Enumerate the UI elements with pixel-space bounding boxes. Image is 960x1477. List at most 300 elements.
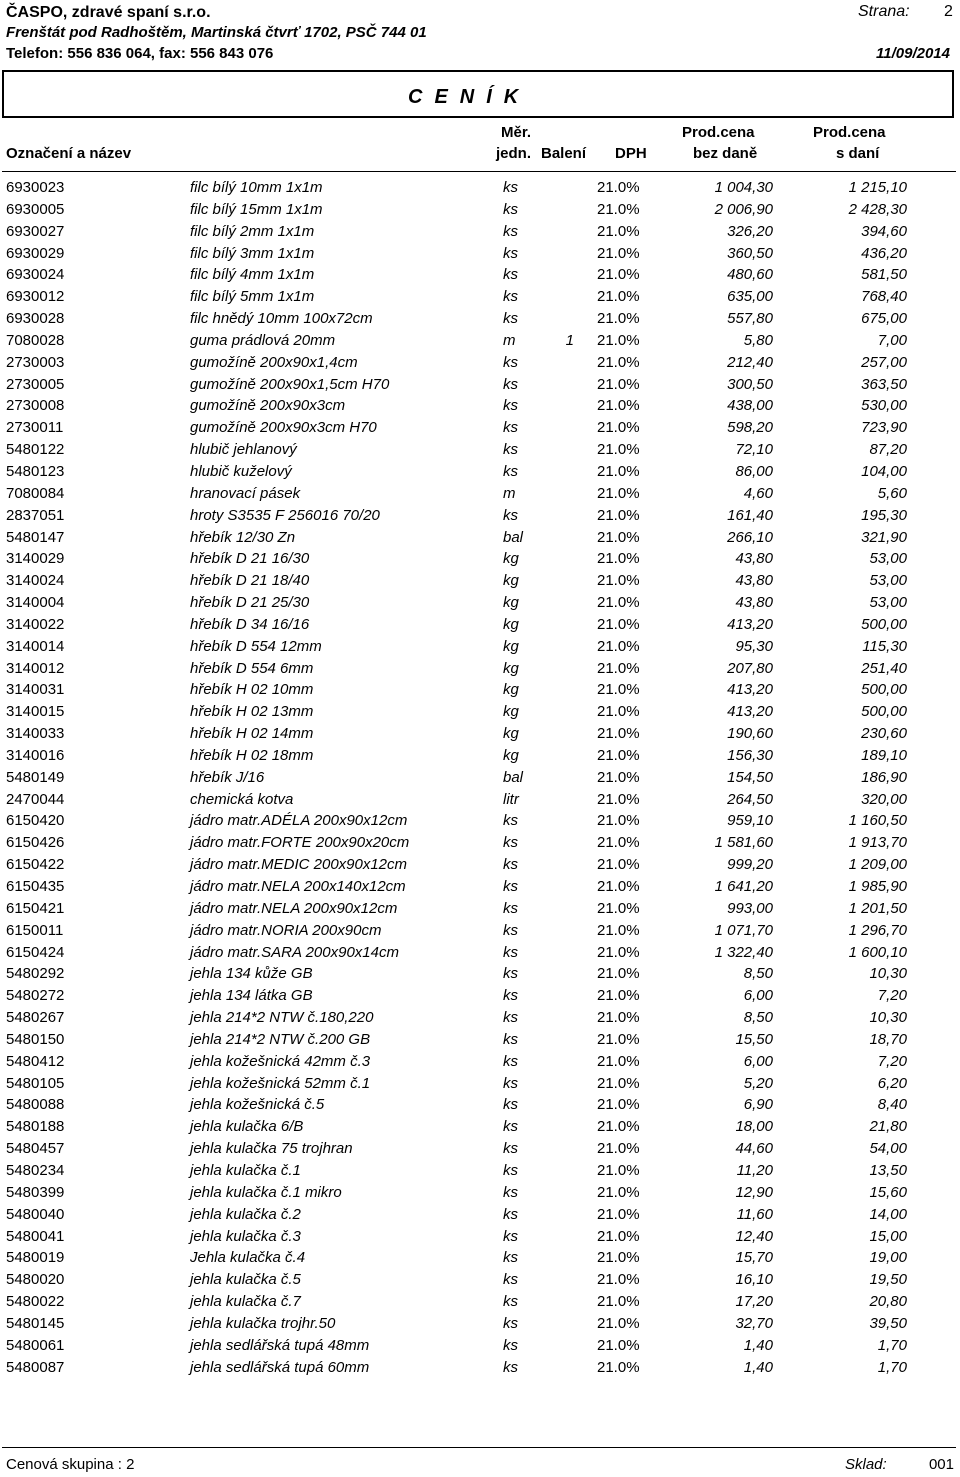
- item-price-net: 15,50: [735, 1030, 773, 1048]
- page-label: Strana:: [858, 3, 910, 20]
- table-row: [0, 483, 960, 505]
- item-unit: ks: [503, 1183, 518, 1201]
- table-row: [0, 1313, 960, 1335]
- table-row: [0, 789, 960, 811]
- item-code: 2730008: [6, 397, 65, 415]
- item-vat: 21.0%: [597, 266, 640, 284]
- table-row: [0, 330, 960, 352]
- item-unit: m: [503, 484, 516, 502]
- item-price-gross: 500,00: [861, 681, 907, 699]
- item-vat: 21.0%: [597, 1161, 640, 1179]
- item-name: hřebík H 02 14mm: [190, 725, 314, 743]
- table-row: [0, 1226, 960, 1248]
- item-unit: ks: [503, 1205, 518, 1223]
- item-price-net: 161,40: [727, 506, 773, 524]
- item-vat: 21.0%: [597, 1096, 640, 1114]
- item-unit: kg: [503, 725, 519, 743]
- item-price-net: 413,20: [727, 681, 773, 699]
- item-name: jádro matr.SARA 200x90x14cm: [190, 943, 399, 961]
- item-price-gross: 53,00: [869, 594, 907, 612]
- item-code: 5480292: [6, 965, 65, 983]
- company-name: ČASPO, zdravé spaní s.r.o.: [6, 4, 211, 21]
- price-table: [0, 177, 960, 1378]
- item-price-gross: 321,90: [861, 528, 907, 546]
- item-unit: bal: [503, 528, 524, 546]
- item-vat: 21.0%: [597, 506, 640, 524]
- item-price-gross: 7,00: [877, 331, 907, 349]
- item-vat: 21.0%: [597, 419, 640, 437]
- item-price-net: 6,90: [743, 1096, 773, 1114]
- item-unit: ks: [503, 419, 518, 437]
- item-unit: ks: [503, 1358, 518, 1376]
- item-price-gross: 7,20: [877, 987, 907, 1005]
- item-code: 3140014: [6, 637, 65, 655]
- item-code: 5480147: [6, 528, 65, 546]
- item-unit: kg: [503, 572, 519, 590]
- item-unit: ks: [503, 856, 518, 874]
- item-price-gross: 436,20: [861, 244, 907, 262]
- item-price-gross: 15,60: [869, 1183, 907, 1201]
- table-row: [0, 963, 960, 985]
- table-row: [0, 767, 960, 789]
- item-price-net: 4,60: [743, 484, 773, 502]
- table-row: [0, 1094, 960, 1116]
- item-price-gross: 54,00: [869, 1140, 907, 1158]
- table-row: [0, 658, 960, 680]
- item-unit: kg: [503, 615, 519, 633]
- item-vat: 21.0%: [597, 353, 640, 371]
- item-price-net: 12,90: [735, 1183, 773, 1201]
- item-code: 2837051: [6, 506, 65, 524]
- item-name: jehla kulačka č.7: [190, 1293, 301, 1311]
- item-price-gross: 230,60: [861, 725, 907, 743]
- item-code: 7080084: [6, 484, 65, 502]
- item-name: filc bílý 3mm 1x1m: [190, 244, 315, 262]
- table-row: [0, 177, 960, 199]
- item-name: jehla kožešnická 52mm č.1: [190, 1074, 371, 1092]
- item-price-net: 154,50: [727, 768, 773, 786]
- table-row: [0, 264, 960, 286]
- item-name: jádro matr.NELA 200x90x12cm: [190, 899, 398, 917]
- item-vat: 21.0%: [597, 856, 640, 874]
- item-price-net: 1 581,60: [714, 834, 773, 852]
- item-price-gross: 768,40: [861, 288, 907, 306]
- item-unit: ks: [503, 943, 518, 961]
- item-price-net: 43,80: [735, 550, 773, 568]
- item-vat: 21.0%: [597, 244, 640, 262]
- item-price-gross: 18,70: [869, 1030, 907, 1048]
- item-price-gross: 20,80: [869, 1293, 907, 1311]
- table-row: [0, 810, 960, 832]
- item-vat: 21.0%: [597, 1314, 640, 1332]
- company-address: Frenštát pod Radhoštěm, Martinská čtvrť 1702, PSČ 744 01: [6, 24, 427, 41]
- item-price-net: 8,50: [743, 1009, 773, 1027]
- item-price-net: 44,60: [735, 1140, 773, 1158]
- item-price-net: 264,50: [727, 790, 773, 808]
- table-row: [0, 1160, 960, 1182]
- item-price-gross: 21,80: [869, 1118, 907, 1136]
- item-price-gross: 1 160,50: [848, 812, 907, 830]
- item-price-gross: 53,00: [869, 550, 907, 568]
- item-unit: ks: [503, 1074, 518, 1092]
- item-price-net: 438,00: [727, 397, 773, 415]
- col-header-gross-bottom: s daní: [836, 145, 880, 162]
- item-code: 3140016: [6, 746, 65, 764]
- item-vat: 21.0%: [597, 222, 640, 240]
- company-phone: Telefon: 556 836 064, fax: 556 843 076: [6, 45, 274, 62]
- col-header-unit-top: Měr.: [501, 124, 532, 141]
- item-vat: 21.0%: [597, 1271, 640, 1289]
- table-row: [0, 1073, 960, 1095]
- item-name: Jehla kulačka č.4: [190, 1249, 306, 1267]
- item-unit: litr: [503, 790, 519, 808]
- table-row: [0, 570, 960, 592]
- item-unit: ks: [503, 812, 518, 830]
- item-price-net: 1 322,40: [714, 943, 773, 961]
- item-code: 6930012: [6, 288, 65, 306]
- item-price-net: 413,20: [727, 615, 773, 633]
- item-code: 3140033: [6, 725, 65, 743]
- item-price-gross: 1 201,50: [848, 899, 907, 917]
- table-row: [0, 832, 960, 854]
- item-price-gross: 251,40: [861, 659, 907, 677]
- item-price-net: 212,40: [727, 353, 773, 371]
- item-price-net: 1 071,70: [714, 921, 773, 939]
- item-code: 3140015: [6, 703, 65, 721]
- item-vat: 21.0%: [597, 462, 640, 480]
- item-vat: 21.0%: [597, 659, 640, 677]
- item-vat: 21.0%: [597, 899, 640, 917]
- item-name: hřebík J/16: [190, 768, 265, 786]
- item-name: chemická kotva: [190, 790, 294, 808]
- document-date: 11/09/2014: [876, 45, 950, 62]
- table-row: [0, 592, 960, 614]
- item-name: hřebík D 34 16/16: [190, 615, 310, 633]
- item-price-gross: 1 209,00: [848, 856, 907, 874]
- col-header-name: Označení a název: [6, 145, 132, 162]
- item-vat: 21.0%: [597, 375, 640, 393]
- item-price-gross: 257,00: [861, 353, 907, 371]
- item-price-gross: 675,00: [861, 310, 907, 328]
- item-vat: 21.0%: [597, 1249, 640, 1267]
- item-code: 5480019: [6, 1249, 65, 1267]
- item-price-net: 1 004,30: [714, 179, 773, 196]
- item-name: jehla 134 kůže GB: [190, 965, 313, 983]
- item-code: 3140004: [6, 594, 65, 612]
- item-name: hlubič jehlanový: [190, 441, 297, 459]
- item-price-net: 993,00: [727, 899, 773, 917]
- item-name: hřebík D 21 18/40: [190, 572, 310, 590]
- item-price-gross: 1 215,10: [848, 179, 907, 196]
- item-price-gross: 189,10: [861, 746, 907, 764]
- item-unit: ks: [503, 921, 518, 939]
- item-price-gross: 104,00: [861, 462, 907, 480]
- col-header-vat: DPH: [615, 145, 647, 162]
- item-name: hřebík D 554 12mm: [190, 637, 322, 655]
- item-name: jehla kulačka č.2: [190, 1205, 301, 1223]
- item-price-gross: 10,30: [869, 965, 907, 983]
- item-code: 6150435: [6, 878, 65, 895]
- item-name: filc hnědý 10mm 100x72cm: [190, 310, 373, 328]
- item-price-net: 12,40: [735, 1227, 773, 1245]
- item-unit: ks: [503, 1052, 518, 1070]
- item-vat: 21.0%: [597, 965, 640, 983]
- item-unit: ks: [503, 1314, 518, 1332]
- item-unit: kg: [503, 746, 519, 764]
- price-group: Cenová skupina : 2: [6, 1456, 135, 1473]
- item-price-gross: 500,00: [861, 615, 907, 633]
- item-name: gumožíně 200x90x1,4cm: [190, 353, 358, 371]
- item-price-gross: 1 913,70: [848, 834, 907, 852]
- item-name: hřebík H 02 10mm: [190, 681, 314, 699]
- item-name: hranovací pásek: [190, 484, 301, 502]
- item-price-net: 8,50: [743, 965, 773, 983]
- item-price-gross: 186,90: [861, 768, 907, 786]
- header-divider: [2, 171, 956, 172]
- item-code: 5480412: [6, 1052, 65, 1070]
- item-name: hlubič kuželový: [190, 462, 292, 480]
- item-price-net: 72,10: [735, 441, 773, 459]
- item-name: jehla kožešnická č.5: [190, 1096, 325, 1114]
- item-vat: 21.0%: [597, 331, 640, 349]
- item-code: 5480020: [6, 1271, 65, 1289]
- item-code: 5480399: [6, 1183, 65, 1201]
- item-price-net: 413,20: [727, 703, 773, 721]
- item-code: 5480122: [6, 441, 65, 459]
- item-name: jehla 214*2 NTW č.180,220: [190, 1009, 374, 1027]
- table-row: [0, 898, 960, 920]
- item-code: 2730003: [6, 353, 65, 371]
- item-unit: ks: [503, 1140, 518, 1158]
- item-price-gross: 15,00: [869, 1227, 907, 1245]
- item-price-net: 480,60: [727, 266, 773, 284]
- item-price-net: 635,00: [727, 288, 773, 306]
- table-row: [0, 308, 960, 330]
- col-header-pack: Balení: [541, 145, 587, 162]
- table-row: [0, 636, 960, 658]
- footer-divider: [2, 1447, 956, 1448]
- item-vat: 21.0%: [597, 550, 640, 568]
- table-row: [0, 920, 960, 942]
- item-name: jádro matr.NELA 200x140x12cm: [190, 878, 406, 895]
- item-code: 5480149: [6, 768, 65, 786]
- item-vat: 21.0%: [597, 1293, 640, 1311]
- item-price-gross: 5,60: [877, 484, 907, 502]
- item-unit: ks: [503, 1118, 518, 1136]
- table-row: [0, 352, 960, 374]
- item-name: filc bílý 2mm 1x1m: [190, 222, 315, 240]
- table-row: [0, 374, 960, 396]
- item-price-net: 11,20: [736, 1161, 773, 1179]
- table-row: [0, 221, 960, 243]
- item-name: filc bílý 5mm 1x1m: [190, 288, 315, 306]
- item-vat: 21.0%: [597, 1118, 640, 1136]
- item-code: 3140012: [6, 659, 65, 677]
- item-vat: 21.0%: [597, 1227, 640, 1245]
- item-vat: 21.0%: [597, 288, 640, 306]
- item-code: 5480272: [6, 987, 65, 1005]
- warehouse-label: Sklad:: [845, 1456, 887, 1473]
- item-code: 6930027: [6, 222, 65, 240]
- table-row: [0, 527, 960, 549]
- item-name: filc bílý 10mm 1x1m: [190, 179, 323, 196]
- table-row: [0, 1029, 960, 1051]
- item-price-gross: 363,50: [861, 375, 907, 393]
- item-code: 2730011: [6, 419, 64, 437]
- item-vat: 21.0%: [597, 200, 640, 218]
- item-unit: ks: [503, 244, 518, 262]
- table-row: [0, 614, 960, 636]
- item-code: 5480457: [6, 1140, 65, 1158]
- item-price-gross: 87,20: [869, 441, 907, 459]
- item-code: 6150420: [6, 812, 65, 830]
- item-vat: 21.0%: [597, 484, 640, 502]
- item-vat: 21.0%: [597, 1052, 640, 1070]
- item-unit: kg: [503, 681, 519, 699]
- item-name: filc bílý 15mm 1x1m: [190, 200, 323, 218]
- item-vat: 21.0%: [597, 1074, 640, 1092]
- item-vat: 21.0%: [597, 1183, 640, 1201]
- table-row: [0, 1007, 960, 1029]
- item-price-gross: 6,20: [877, 1074, 907, 1092]
- item-price-net: 190,60: [727, 725, 773, 743]
- table-row: [0, 461, 960, 483]
- item-vat: 21.0%: [597, 310, 640, 328]
- item-unit: ks: [503, 1293, 518, 1311]
- item-price-net: 300,50: [727, 375, 773, 393]
- item-name: jehla sedlářská tupá 60mm: [190, 1358, 370, 1376]
- item-price-net: 999,20: [727, 856, 773, 874]
- item-code: 5480267: [6, 1009, 65, 1027]
- table-row: [0, 1335, 960, 1357]
- item-unit: kg: [503, 659, 519, 677]
- col-header-net-bottom: bez daně: [693, 145, 758, 162]
- item-unit: ks: [503, 878, 518, 895]
- item-code: 2730005: [6, 375, 65, 393]
- table-row: [0, 745, 960, 767]
- table-row: [0, 1357, 960, 1379]
- item-price-net: 598,20: [727, 419, 773, 437]
- item-name: jádro matr.MEDIC 200x90x12cm: [190, 856, 408, 874]
- item-vat: 21.0%: [597, 921, 640, 939]
- item-code: 5480041: [6, 1227, 65, 1245]
- item-code: 3140029: [6, 550, 65, 568]
- item-unit: bal: [503, 768, 524, 786]
- table-row: [0, 286, 960, 308]
- item-unit: ks: [503, 899, 518, 917]
- item-unit: ks: [503, 1030, 518, 1048]
- item-code: 6930023: [6, 179, 65, 196]
- item-unit: ks: [503, 179, 518, 196]
- item-name: hroty S3535 F 256016 70/20: [190, 506, 380, 524]
- item-unit: ks: [503, 965, 518, 983]
- item-unit: ks: [503, 1009, 518, 1027]
- item-unit: ks: [503, 1161, 518, 1179]
- item-unit: kg: [503, 637, 519, 655]
- item-code: 6150426: [6, 834, 65, 852]
- item-price-gross: 195,30: [861, 506, 907, 524]
- item-vat: 21.0%: [597, 834, 640, 852]
- warehouse-number: 001: [928, 1456, 954, 1473]
- item-code: 5480022: [6, 1293, 65, 1311]
- item-name: jehla kulačka č.1: [190, 1161, 301, 1179]
- table-row: [0, 199, 960, 221]
- item-vat: 21.0%: [597, 1336, 640, 1354]
- item-price-gross: 8,40: [877, 1096, 907, 1114]
- item-price-gross: 39,50: [869, 1314, 907, 1332]
- item-price-gross: 1,70: [877, 1336, 907, 1354]
- item-code: 5480123: [6, 462, 65, 480]
- item-price-net: 326,20: [727, 222, 773, 240]
- item-price-net: 266,10: [727, 528, 773, 546]
- item-code: 6930029: [6, 244, 65, 262]
- item-name: jehla kulačka trojhr.50: [190, 1314, 336, 1332]
- item-price-net: 207,80: [727, 659, 773, 677]
- item-vat: 21.0%: [597, 179, 640, 196]
- table-row: [0, 417, 960, 439]
- item-vat: 21.0%: [597, 528, 640, 546]
- item-unit: ks: [503, 200, 518, 218]
- item-price-net: 43,80: [735, 594, 773, 612]
- item-price-net: 18,00: [735, 1118, 773, 1136]
- item-name: jehla kulačka 6/B: [190, 1118, 304, 1136]
- item-unit: ks: [503, 1271, 518, 1289]
- table-row: [0, 243, 960, 265]
- table-row: [0, 439, 960, 461]
- item-price-gross: 53,00: [869, 572, 907, 590]
- item-price-gross: 2 428,30: [848, 200, 907, 218]
- item-price-gross: 14,00: [869, 1205, 907, 1223]
- item-code: 5480040: [6, 1205, 65, 1223]
- item-name: jehla kulačka 75 trojhran: [190, 1140, 353, 1158]
- item-name: guma prádlová 20mm: [190, 331, 336, 349]
- table-row: [0, 985, 960, 1007]
- item-vat: 21.0%: [597, 703, 640, 721]
- item-code: 5480234: [6, 1161, 65, 1179]
- item-name: jádro matr.FORTE 200x90x20cm: [190, 834, 410, 852]
- item-price-net: 959,10: [727, 812, 773, 830]
- item-vat: 21.0%: [597, 1358, 640, 1376]
- table-row: [0, 1182, 960, 1204]
- item-code: 7080028: [6, 331, 65, 349]
- item-price-gross: 1,70: [877, 1358, 907, 1376]
- item-name: jehla 214*2 NTW č.200 GB: [190, 1030, 371, 1048]
- item-unit: ks: [503, 1336, 518, 1354]
- item-price-gross: 320,00: [861, 790, 907, 808]
- item-unit: ks: [503, 987, 518, 1005]
- item-price-net: 43,80: [735, 572, 773, 590]
- item-vat: 21.0%: [597, 943, 640, 961]
- item-name: jádro matr.NORIA 200x90cm: [190, 921, 382, 939]
- item-code: 5480188: [6, 1118, 65, 1136]
- col-header-unit-bottom: jedn.: [496, 145, 532, 162]
- item-vat: 21.0%: [597, 637, 640, 655]
- item-code: 3140024: [6, 572, 65, 590]
- item-code: 2470044: [6, 790, 65, 808]
- item-price-net: 86,00: [735, 462, 773, 480]
- item-vat: 21.0%: [597, 1030, 640, 1048]
- table-row: [0, 395, 960, 417]
- item-unit: kg: [503, 703, 519, 721]
- item-unit: ks: [503, 1227, 518, 1245]
- item-price-net: 156,30: [727, 746, 773, 764]
- item-vat: 21.0%: [597, 878, 640, 895]
- item-vat: 21.0%: [597, 768, 640, 786]
- item-price-net: 95,30: [735, 637, 773, 655]
- item-vat: 21.0%: [597, 1205, 640, 1223]
- item-unit: ks: [503, 834, 518, 852]
- item-code: 6930005: [6, 200, 65, 218]
